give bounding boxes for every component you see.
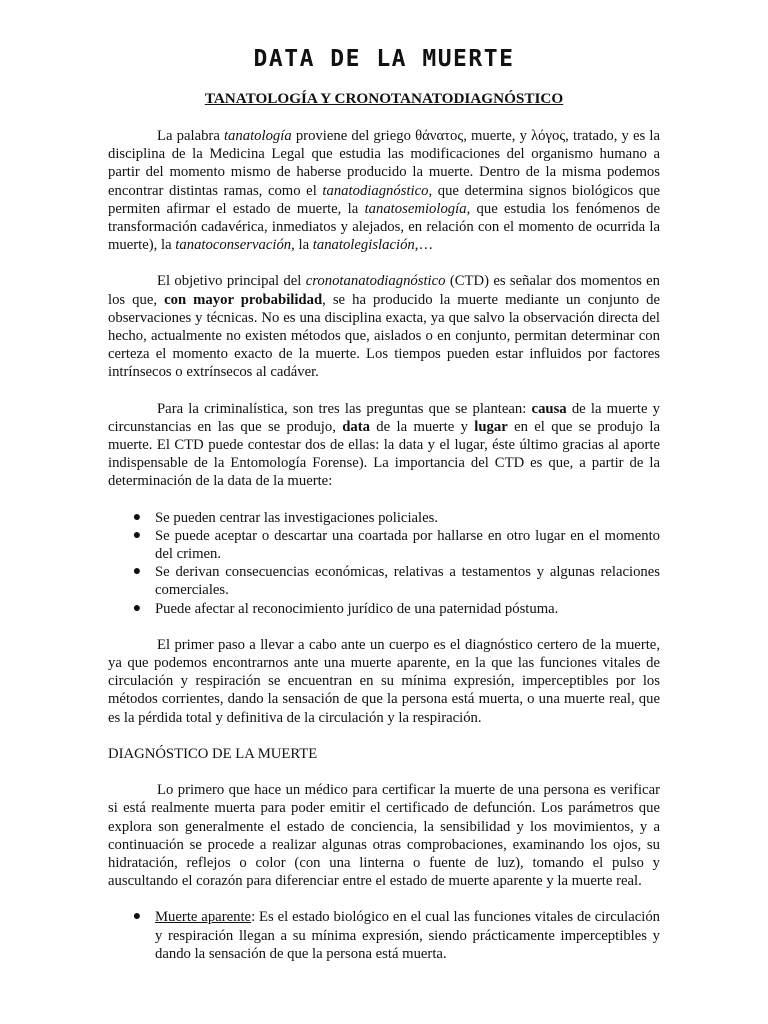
bullet-icon: ●	[132, 564, 142, 580]
paragraph-criminalistica: Para la criminalística, son tres las preguntas que se plantean: causa de la muerte y circunstancias en las que se produjo, data de la muerte y lugar en el que se produjo la muerte. El CTD puede contestar dos de ellas: la data y el lugar, éste último gracias al aporte indispensable de la Entomología Forense). La importancia del CTD es que, a partir de la determinación de la data de la muerte:	[108, 400, 660, 490]
paragraph-objetivo-ctd: El objetivo principal del cronotanatodiagnóstico (CTD) es señalar dos momentos en los que, con mayor probabilidad, se ha producido la muerte mediante un conjunto de observaciones y técnicas. No es una disciplina exacta, ya que salvo la observación directa del hecho, actualmente no existen métodos que, aislados o en conjunto, permitan determinar con certeza el momento exacto de la muerte. Los tiempos pueden estar influidos por factores intrínsecos o extrínsecos al cadáver.	[108, 273, 660, 381]
paragraph-diagnostico: Lo primero que hace un médico para certificar la muerte de una persona es verificar si está realmente muerta para poder emitir el certificado de defunción. Los parámetros que explora son generalmente el estado de conciencia, la sensibilidad y los movimientos, y a continuación se procede a realizar algunas otras comprobaciones, examinando los ojos, su hidratación, reflejos o color (con una linterna o fuente de luz), tomando el pulso y auscultando el corazón para diferenciar entre el estado de muerte aparente y la muerte real.	[108, 782, 660, 890]
list-item: ● Muerte aparente: Es el estado biológico en el cual las funciones vitales de circulación y respiración llegan a su mínima expresión, siendo prácticamente imperceptibles y dando la sensación de que la persona está muerta.	[132, 909, 661, 962]
bullet-list-importancia	[108, 509, 660, 618]
list-item: ● Se puede aceptar o descartar una coartada por hallarse en otro lugar en el momento del crimen.	[132, 527, 660, 563]
bullet-icon: ●	[132, 527, 142, 543]
bullet-list-tipos-muerte	[108, 908, 660, 963]
document-page	[108, 0, 660, 963]
term-muerte-aparente: Muerte aparente	[155, 909, 252, 926]
list-item: ● Se derivan consecuencias económicas, relativas a testamentos y algunas relaciones comerciales.	[132, 564, 660, 599]
page-title: DATA DE LA MUERTE	[253, 46, 515, 72]
bullet-icon: ●	[132, 909, 142, 925]
list-item: ● Puede afectar al reconocimiento jurídico de una paternidad póstuma.	[132, 600, 559, 617]
section-subtitle: TANATOLOGÍA Y CRONOTANATODIAGNÓSTICO	[204, 90, 564, 107]
paragraph-tanatologia: La palabra tanatología proviene del griego θάνατος, muerte, y λόγος, tratado, y es la disciplina de la Medicina Legal que estudia las modificaciones del organismo humano a partir del momento mismo de haberse producido la muerte. Dentro de la misma podemos encontrar distintas ramas, como el tanatodiagnóstico, que determina signos biológicos que permiten afirmar el estado de muerte, la tanatosemiología, que estudia los fenómenos de transformación cadavérica, inmediatos y alejados, en relación con el momento de ocurrida la muerte), la tanatoconservación, la tanatolegislación,…	[108, 128, 661, 254]
bullet-icon: ●	[132, 600, 142, 616]
bullet-icon: ●	[132, 509, 142, 525]
section-heading-diagnostico: DIAGNÓSTICO DE LA MUERTE	[108, 745, 318, 762]
paragraph-primer-paso: El primer paso a llevar a cabo ante un cuerpo es el diagnóstico certero de la muerte, ya que podemos encontrarnos ante una muerte aparente, en la que las funciones vitales de circulación y respiración se encuentran en su mínima expresión, imperceptibles por los métodos corrientes, dando la sensación de que la persona está muerta, o una muerte real, que es la pérdida total y definitiva de la circulación y la respiración.	[108, 636, 660, 726]
list-item: ● Se pueden centrar las investigaciones policiales.	[132, 509, 439, 526]
